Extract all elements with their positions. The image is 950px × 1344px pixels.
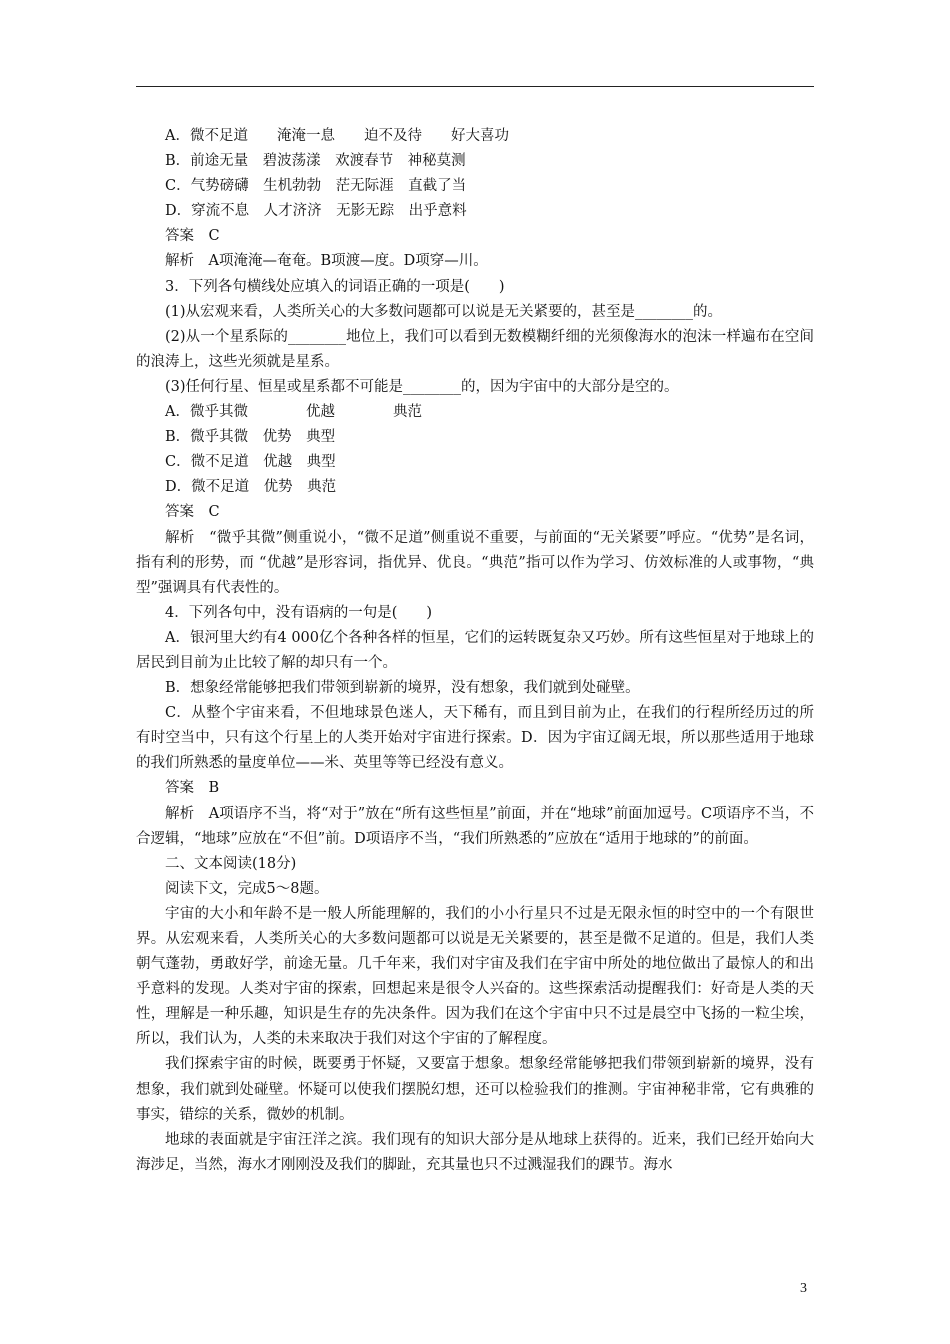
answer-line: 答案 C bbox=[165, 228, 220, 245]
option-line: B．微乎其微 优势 典型 bbox=[165, 429, 336, 446]
option-line: B．前途无量 碧波荡漾 欢渡春节 神秘莫测 bbox=[165, 153, 466, 170]
option-line: D．穿流不息 人才济济 无影无踪 出乎意料 bbox=[165, 203, 467, 220]
page-number: 3 bbox=[800, 1281, 807, 1296]
question-line: 3．下列各句横线处应填入的词语正确的一项是( ) bbox=[165, 278, 505, 295]
section-heading: 二、文本阅读(18分) bbox=[165, 855, 297, 872]
option-line: A．微乎其微 优越 典范 bbox=[165, 404, 422, 421]
option-line: A．银河里大约有4 000亿个各种各样的恒星，它们的运转既复杂又巧妙。所有这些恒星对于地球上的居民到目前为止比较了解的却只有一个。 bbox=[136, 629, 814, 671]
header-rule bbox=[136, 86, 814, 87]
option-line: C．气势磅礴 生机勃勃 茫无际涯 直截了当 bbox=[165, 178, 467, 195]
answer-line: 答案 B bbox=[165, 780, 220, 797]
option-line: D．微不足道 优势 典范 bbox=[165, 479, 337, 496]
analysis-line: 解析 “微乎其微”侧重说小，“微不足道”侧重说不重要，与前面的“无关紧要”呼应。“优势”是名词，指有利的形势，而 “优越”是形容词，指优异、优良。“典范”指可以作为学习、仿效标准的人或事物，“典型”强调具有代表性的。 bbox=[136, 529, 814, 596]
passage-paragraph: 地球的表面就是宇宙汪洋之滨。我们现有的知识大部分是从地球上获得的。近来，我们已经开始向大海涉足，当然，海水才刚刚没及我们的脚趾，充其量也只不过溅湿我们的踝节。海水 bbox=[136, 1131, 814, 1173]
option-line: A．微不足道 淹淹一息 迫不及待 好大喜功 bbox=[165, 128, 509, 144]
instruction-line: 阅读下文，完成5～8题。 bbox=[165, 880, 329, 897]
analysis-line: 解析 A项语序不当，将“对于”放在“所有这些恒星”前面，并在“地球”前面加逗号。C项语序不当，不合逻辑，“地球”应放在“不但”前。D项语序不当，“我们所熟悉的”应放在“适用于地球的”的前面。 bbox=[136, 805, 814, 847]
answer-line: 答案 C bbox=[165, 504, 220, 521]
option-line: C．从整个宇宙来看，不但地球景色迷人，天下稀有，而且到目前为止，在我们的行程所经历过的所有时空当中，只有这个行星上的人类开始对宇宙进行探索。D．因为宇宙辽阔无垠，所以那些适用于地球的我们所熟悉的量度单位——米、英里等等已经没有意义。 bbox=[136, 705, 814, 772]
passage-paragraph: 宇宙的大小和年龄不是一般人所能理解的，我们的小小行星只不过是无限永恒的时空中的一个有限世界。从宏观来看，人类所关心的大多数问题都可以说是无关紧要的，甚至是微不足道的。但是，我们人类朝气蓬勃，勇敢好学，前途无量。几千年来，我们对宇宙及我们在宇宙中所处的地位做出了最惊人的和出乎意料的发现。人类对宇宙的探索，回想起来是很令人兴奋的。这些探索活动提醒我们：好奇是人类的天性，理解是一种乐趣，知识是生存的先决条件。因为我们在这个宇宙中只不过是晨空中飞扬的一粒尘埃，所以，我们认为，人类的未来取决于我们对这个宇宙的了解程度。 bbox=[136, 905, 814, 1048]
sentence-line: (1)从宏观来看，人类所关心的大多数问题都可以说是无关紧要的，甚至是________的。 bbox=[165, 303, 723, 320]
analysis-line: 解析 A项淹淹—奄奄。B项渡—度。D项穿—川。 bbox=[165, 253, 488, 270]
question-line: 4．下列各句中，没有语病的一句是( ) bbox=[165, 604, 433, 621]
option-line: C．微不足道 优越 典型 bbox=[165, 454, 336, 471]
sentence-line: (3)任何行星、恒星或星系都不可能是________的，因为宇宙中的大部分是空的。 bbox=[165, 378, 679, 395]
sentence-line: (2)从一个星系际的________地位上，我们可以看到无数模糊纤细的光须像海水的泡沫一样遍布在空间的浪涛上，这些光须就是星系。 bbox=[136, 328, 814, 370]
option-line: B．想象经常能够把我们带领到崭新的境界，没有想象，我们就到处碰壁。 bbox=[165, 680, 640, 697]
passage-paragraph: 我们探索宇宙的时候，既要勇于怀疑，又要富于想象。想象经常能够把我们带领到崭新的境界，没有想象，我们就到处碰壁。怀疑可以使我们摆脱幻想，还可以检验我们的推测。宇宙神秘非常，它有典雅的事实，错综的关系，微妙的机制。 bbox=[136, 1056, 814, 1123]
page-body bbox=[136, 124, 814, 1178]
